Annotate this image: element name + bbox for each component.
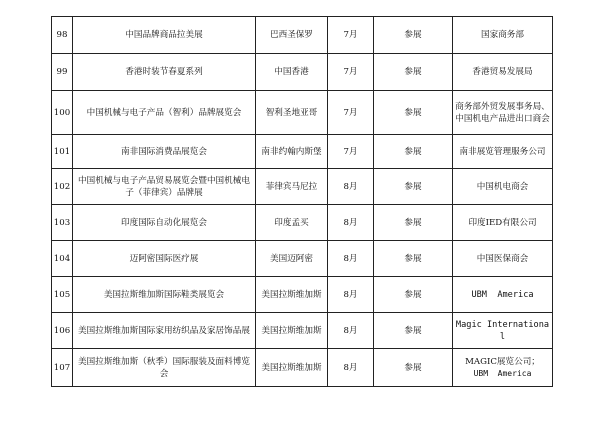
exhibition-location: 中国香港 xyxy=(256,54,328,91)
table-row xyxy=(52,135,553,169)
exhibition-month: 7月 xyxy=(328,91,374,135)
exhibition-name: 美国拉斯维加斯国际鞋类展览会 xyxy=(73,277,256,313)
exhibition-month: 8月 xyxy=(328,241,374,277)
exhibition-organizer xyxy=(453,241,553,277)
exhibition-organizer xyxy=(453,277,553,313)
exhibition-month: 7月 xyxy=(328,17,374,54)
exhibition-form: 参展 xyxy=(374,277,453,313)
exhibition-form: 参展 xyxy=(374,135,453,169)
exhibition-location: 菲律宾马尼拉 xyxy=(256,169,328,205)
exhibition-organizer xyxy=(453,54,553,91)
table-row xyxy=(52,241,553,277)
exhibition-organizer xyxy=(453,205,553,241)
exhibition-location: 南非约翰内斯堡 xyxy=(256,135,328,169)
table-row xyxy=(52,349,553,387)
row-number: 103 xyxy=(52,205,73,241)
exhibition-location: 印度孟买 xyxy=(256,205,328,241)
exhibition-form: 参展 xyxy=(374,241,453,277)
exhibition-name: 南非国际消费品展览会 xyxy=(73,135,256,169)
exhibition-organizer xyxy=(453,169,553,205)
exhibition-organizer xyxy=(453,91,553,135)
exhibition-month: 8月 xyxy=(328,205,374,241)
exhibition-month: 8月 xyxy=(328,277,374,313)
organizer-line: UBM America xyxy=(473,368,532,378)
exhibition-table-body xyxy=(52,17,553,387)
exhibition-month: 8月 xyxy=(328,349,374,387)
table-row xyxy=(52,205,553,241)
organizer-line: 中国医保商会 xyxy=(476,253,529,264)
organizer-line: Magic International xyxy=(455,319,550,342)
exhibition-form: 参展 xyxy=(374,17,453,54)
organizer-line: 商务部外贸发展事务局、 xyxy=(455,101,550,112)
exhibition-name: 美国拉斯维加斯国际家用纺织品及家居饰品展 xyxy=(73,313,256,349)
exhibition-table xyxy=(51,16,553,387)
table-row xyxy=(52,313,553,349)
exhibition-name: 中国机械与电子产品贸易展览会暨中国机械电子（菲律宾）品牌展 xyxy=(73,169,256,205)
table-row xyxy=(52,277,553,313)
exhibition-name: 中国机械与电子产品（智利）品牌展览会 xyxy=(73,91,256,135)
organizer-line: UBM America xyxy=(471,289,534,300)
exhibition-location: 美国拉斯维加斯 xyxy=(256,349,328,387)
exhibition-name: 美国拉斯维加斯（秋季）国际服装及面料博览会 xyxy=(73,349,256,387)
exhibition-organizer xyxy=(453,17,553,54)
organizer-line: 印度IED有限公司 xyxy=(468,217,537,228)
organizer-line: 中国机电产品进出口商会 xyxy=(455,113,550,124)
exhibition-location: 美国拉斯维加斯 xyxy=(256,277,328,313)
exhibition-month: 7月 xyxy=(328,54,374,91)
row-number: 100 xyxy=(52,91,73,135)
exhibition-name: 香港时装节春夏系列 xyxy=(73,54,256,91)
exhibition-location: 巴西圣保罗 xyxy=(256,17,328,54)
exhibition-form: 参展 xyxy=(374,91,453,135)
exhibition-name: 迈阿密国际医疗展 xyxy=(73,241,256,277)
organizer-line: 中国机电商会 xyxy=(476,181,529,192)
table-row xyxy=(52,54,553,91)
row-number: 104 xyxy=(52,241,73,277)
exhibition-organizer xyxy=(453,349,553,387)
exhibition-location: 美国迈阿密 xyxy=(256,241,328,277)
exhibition-name: 印度国际自动化展览会 xyxy=(73,205,256,241)
organizer-line: 南非展览管理服务公司 xyxy=(459,146,546,157)
exhibition-location: 智利圣地亚哥 xyxy=(256,91,328,135)
organizer-line: 香港贸易发展局 xyxy=(472,67,533,77)
exhibition-location: 美国拉斯维加斯 xyxy=(256,313,328,349)
exhibition-form: 参展 xyxy=(374,313,453,349)
row-number: 101 xyxy=(52,135,73,169)
exhibition-form: 参展 xyxy=(374,54,453,91)
table-row xyxy=(52,17,553,54)
row-number: 98 xyxy=(52,17,73,54)
exhibition-month: 7月 xyxy=(328,135,374,169)
table-row xyxy=(52,91,553,135)
exhibition-organizer xyxy=(453,135,553,169)
row-number: 102 xyxy=(52,169,73,205)
organizer-line: MAGIC展览公司； xyxy=(465,356,540,367)
table-row xyxy=(52,169,553,205)
organizer-line: 国家商务部 xyxy=(481,30,524,40)
row-number: 105 xyxy=(52,277,73,313)
exhibition-name: 中国品牌商品拉美展 xyxy=(73,17,256,54)
row-number: 99 xyxy=(52,54,73,91)
row-number: 107 xyxy=(52,349,73,387)
row-number: 106 xyxy=(52,313,73,349)
exhibition-form: 参展 xyxy=(374,349,453,387)
exhibition-month: 8月 xyxy=(328,313,374,349)
exhibition-month: 8月 xyxy=(328,169,374,205)
exhibition-form: 参展 xyxy=(374,205,453,241)
exhibition-organizer xyxy=(453,313,553,349)
exhibition-form: 参展 xyxy=(374,169,453,205)
